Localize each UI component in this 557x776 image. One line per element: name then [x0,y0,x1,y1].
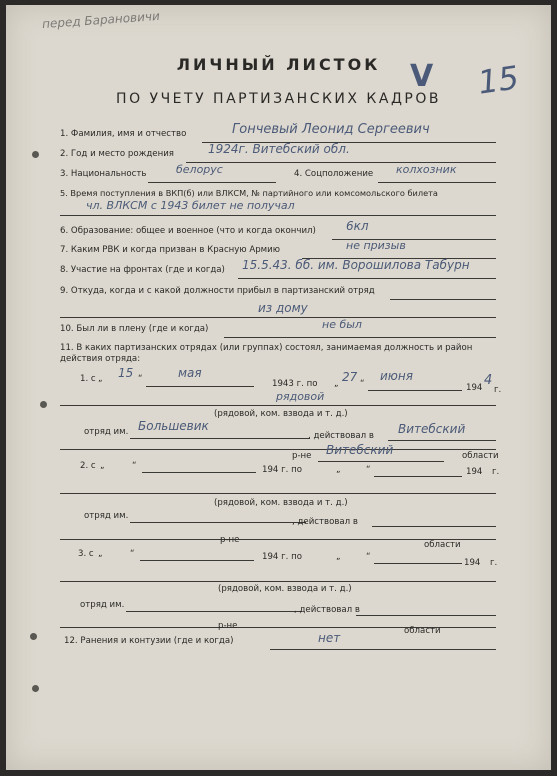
service-prefix: 3. с [78,549,94,559]
quote-close: “ [132,461,137,471]
field-label: 11. В каких партизанских отрядах (или группах) состоял, занимаемая должность и район действия отряда: [60,343,473,364]
field-line [60,405,496,406]
field-line [374,563,462,564]
field-value: из дому [258,301,308,315]
quote-open: „ [336,552,341,562]
quote-open: „ [336,465,341,475]
service-year-suffix: г. [494,385,502,395]
quote-open: „ [98,374,103,384]
service-month-to: июня [380,369,413,383]
otrad-label: отряд им. [80,600,125,610]
acted-label: , действовал в [294,605,360,615]
service-year-from: 194 г. по [262,465,302,475]
document-sheet [6,5,551,770]
field-line [374,476,462,477]
punch-hole [32,151,39,158]
field-value: 1924г. Витебский обл. [208,142,350,156]
service-position: рядовой [276,390,325,403]
field-value: не призыв [346,239,406,252]
field-line [356,615,496,616]
field-value: 6кл [346,219,369,233]
quote-open: „ [100,461,105,471]
service-prefix: 1. с [80,374,96,384]
service-month: мая [178,366,202,380]
quote-close: “ [366,465,371,475]
position-caption: (рядовой, ком. взвода и т. д.) [214,498,348,508]
oblast-label: области [424,540,461,550]
field-line [60,215,496,216]
service-year-to-digit: 4 [484,373,493,388]
field-line [270,649,496,650]
oblast-label: области [404,626,441,636]
quote-open: „ [98,549,103,559]
service-year-from: 194 г. по [262,552,302,562]
sheet-number: 15 [475,58,522,102]
service-year-to: 194 [466,467,483,477]
service-day: 15 [118,366,134,380]
field-line [388,440,496,441]
field-label: 8. Участие на фронтах (где и когда) [60,265,225,275]
field-value: белорус [176,163,223,176]
field-line [130,522,306,523]
field-line [60,449,496,450]
field-label: 4. Соцположение [294,169,374,179]
field-line [390,299,496,300]
field-line [148,182,276,183]
service-prefix: 2. с [80,461,96,471]
oblast-label: области [462,451,499,461]
field-value: нет [318,631,341,645]
field-value: Гончевый Леонид Сергеевич [232,122,430,137]
field-line [126,611,302,612]
quote-open: „ [334,379,339,389]
field-label: 9. Откуда, когда и с какой должности прибыл в партизанский отряд [60,286,375,296]
service-year-suffix: г. [492,467,500,477]
field-line [368,390,462,391]
punch-hole [32,685,39,692]
document-title: ЛИЧНЫЙ ЛИСТОК [176,55,381,74]
field-line [142,472,256,473]
field-line [60,493,496,494]
punch-hole [40,401,47,408]
field-label: 1. Фамилия, имя и отчество [60,129,187,139]
field-value: чл. ВЛКСМ с 1943 билет не получал [86,199,295,212]
quote-close: “ [138,374,143,384]
service-day-to: 27 [342,370,358,384]
corner-note: перед Барановичи [41,8,161,32]
otrad-label: отряд им. [84,427,129,437]
acted-label: , действовал в [308,431,374,441]
field-line [224,337,496,338]
field-line [372,526,496,527]
quote-close: “ [366,552,371,562]
field-line [60,317,496,318]
service-otrad: Большевик [138,419,209,433]
field-line [60,581,496,582]
service-year-to: 194 [466,383,483,393]
rne-label: р-не [218,621,238,631]
field-line [140,560,254,561]
field-line [130,438,310,439]
quote-close: “ [360,379,365,389]
service-year-suffix: г. [490,558,498,568]
punch-hole [30,633,37,640]
service-year-from: 1943 г. по [272,379,318,389]
position-caption: (рядовой, ком. взвода и т. д.) [214,409,348,419]
acted-label: , действовал в [292,517,358,527]
field-line [318,461,444,462]
field-line [378,182,496,183]
rne-label: р-не [220,535,240,545]
field-label: 3. Национальность [60,169,147,179]
otrad-label: отряд им. [84,511,129,521]
field-label: 10. Был ли в плену (где и когда) [60,324,209,334]
field-line [146,386,254,387]
service-area: Витебский [398,422,466,436]
field-value: 15.5.43. бб. им. Ворошилова Табурн [242,258,470,272]
position-caption: (рядовой, ком. взвода и т. д.) [218,584,352,594]
field-label: 2. Год и место рождения [60,149,174,159]
check-mark: V [410,59,434,94]
service-rne: Витебский [326,443,394,457]
field-value: не был [322,318,362,331]
field-label: 6. Образование: общее и военное (что и когда окончил) [60,226,316,236]
field-label: 5. Время поступления в ВКП(б) или ВЛКСМ, № партийного или комсомольского билета [60,188,438,198]
field-label: 12. Ранения и контузии (где и когда) [64,636,234,646]
quote-close: “ [130,549,135,559]
rne-label: р-не [292,451,312,461]
field-label: 7. Каким РВК и когда призван в Красную Армию [60,245,280,255]
field-value: колхозник [396,163,457,176]
service-year-to: 194 [464,558,481,568]
field-line [238,278,496,279]
document-subtitle: ПО УЧЕТУ ПАРТИЗАНСКИХ КАДРОВ [116,91,441,107]
